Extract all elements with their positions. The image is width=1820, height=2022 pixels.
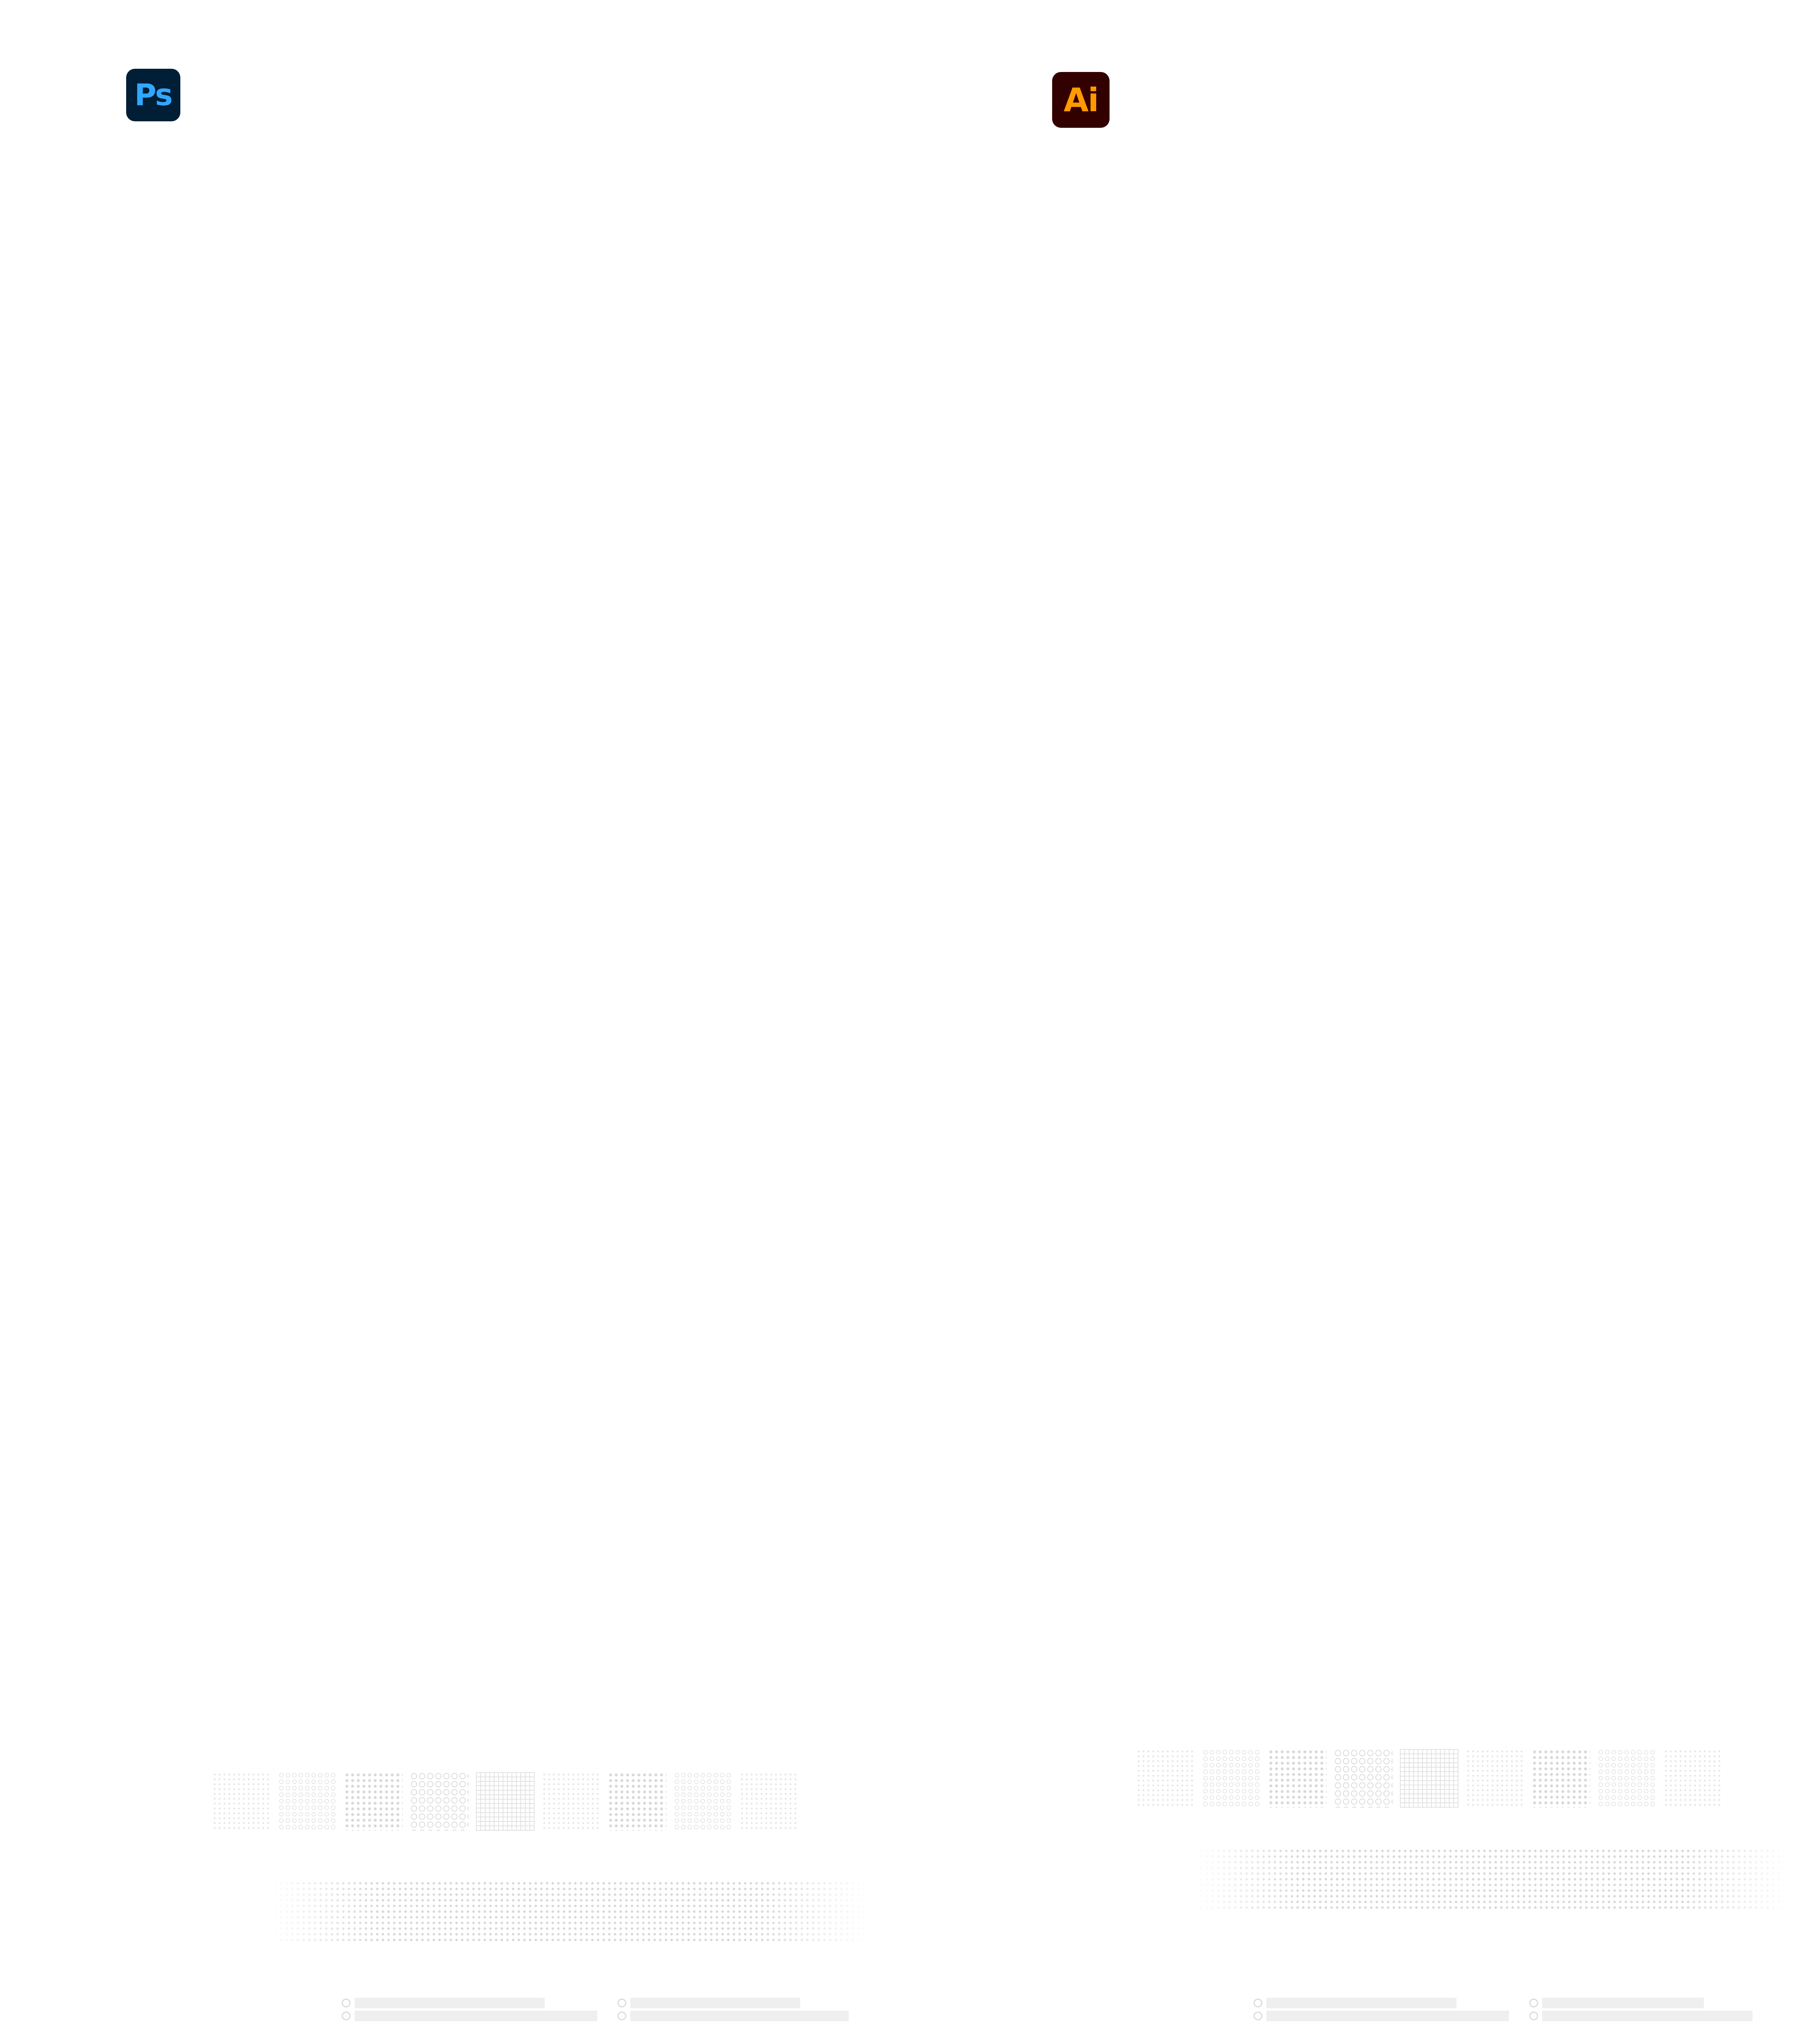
pattern-swatch: [1268, 1749, 1327, 1808]
ps-style-list: [342, 1998, 849, 2022]
pattern-swatch: [1202, 1749, 1261, 1808]
pattern-swatch: [1466, 1749, 1524, 1808]
pattern-swatch: [410, 1772, 469, 1831]
pattern-swatch: [542, 1772, 600, 1831]
pattern-swatch: [476, 1772, 535, 1831]
ps-halftone-band: [267, 1880, 869, 1941]
illustrator-icon: Ai: [1052, 72, 1110, 128]
circle-icon: [1253, 1999, 1262, 2007]
pattern-swatch: [344, 1772, 403, 1831]
style-item: [617, 2011, 849, 2021]
style-item: [1529, 2011, 1752, 2021]
pattern-swatch: [674, 1772, 732, 1831]
ai-pattern-swatches: [1136, 1749, 1722, 1808]
circle-icon: [342, 2011, 351, 2020]
pattern-swatch: [608, 1772, 666, 1831]
style-item: [1253, 1998, 1509, 2008]
style-item: [1529, 1998, 1752, 2008]
ai-halftone-band: [1193, 1848, 1791, 1909]
pattern-swatch: [1664, 1749, 1722, 1808]
pattern-swatch: [278, 1772, 337, 1831]
pattern-swatch: [1136, 1749, 1195, 1808]
circle-icon: [1529, 1999, 1538, 2007]
style-item: [342, 1998, 597, 2008]
photoshop-icon: Ps: [126, 69, 180, 121]
style-column: [342, 1998, 597, 2022]
style-item: [1253, 2011, 1509, 2021]
ps-pattern-swatches: [212, 1772, 798, 1831]
pattern-swatch: [1400, 1749, 1459, 1808]
circle-icon: [1253, 2011, 1262, 2020]
circle-icon: [1529, 2011, 1538, 2020]
pattern-swatch: [740, 1772, 798, 1831]
pattern-swatch: [212, 1772, 271, 1831]
circle-icon: [617, 2011, 626, 2020]
circle-icon: [342, 1999, 351, 2007]
pattern-swatch: [1598, 1749, 1656, 1808]
circle-icon: [617, 1999, 626, 2007]
style-column: [617, 1998, 849, 2022]
ai-style-list: [1253, 1998, 1752, 2022]
style-column: [1529, 1998, 1752, 2022]
pattern-swatch: [1532, 1749, 1590, 1808]
style-item: [342, 2011, 597, 2021]
style-column: [1253, 1998, 1509, 2022]
style-item: [617, 1998, 849, 2008]
pattern-swatch: [1334, 1749, 1393, 1808]
